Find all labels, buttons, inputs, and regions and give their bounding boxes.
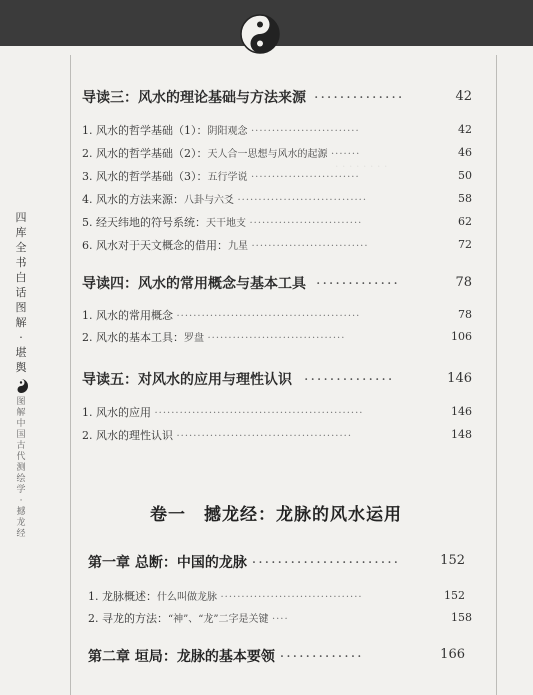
toc-item-sub: 八卦与六爻: [184, 195, 234, 206]
toc-item-sub: 五行学说: [207, 172, 248, 183]
toc-item-sub: 天人合一思想与风水的起源: [207, 149, 328, 160]
toc-item-label: 1. 龙脉概述：: [88, 590, 157, 603]
side-sub-char: 龙: [16, 518, 26, 528]
volume-title[interactable]: 卷一 撼龙经：龙脉的风水运用: [150, 505, 402, 525]
side-char: 四: [15, 211, 27, 224]
toc-item-label: 2. 风水的理性认识: [82, 429, 173, 442]
side-char: 全: [15, 241, 27, 254]
side-sub-char: ·: [19, 496, 23, 506]
side-sub-char: 代: [16, 452, 26, 462]
section-title[interactable]: [82, 273, 400, 293]
toc-item-label: 3. 风水的哲学基础（3）：: [82, 170, 208, 183]
side-sub-char: 经: [16, 529, 26, 539]
toc-item-label: 2. 风水的基本工具：: [82, 331, 184, 344]
toc-item-page: 158: [451, 611, 472, 624]
toc-item-label: 2. 风水的哲学基础（2）：: [82, 147, 208, 160]
section-page: 146: [447, 371, 472, 386]
chapter-title-text: 第二章 垣局：龙脉的基本要领: [88, 649, 275, 665]
toc-item-page: 62: [458, 215, 472, 228]
toc-item-sub: 什么叫做龙脉: [157, 592, 217, 603]
chapter-title-text: 第一章 总断：中国的龙脉: [88, 555, 247, 571]
leader-dots: ·································: [207, 333, 346, 344]
toc-item-label: 2. 寻龙的方法：: [88, 612, 168, 625]
chapter-title[interactable]: [88, 646, 364, 666]
side-char: 图: [15, 301, 27, 314]
side-char: 库: [15, 226, 27, 239]
toc-item-page: 148: [451, 428, 472, 441]
toc-item[interactable]: [82, 168, 360, 184]
toc-item-page: 78: [458, 308, 472, 321]
leader-dots: ····: [271, 614, 289, 625]
section-title[interactable]: [82, 87, 404, 107]
toc-item[interactable]: [82, 329, 345, 345]
toc-item[interactable]: [82, 145, 360, 161]
toc-item-page: 46: [458, 146, 472, 159]
toc-item[interactable]: [82, 191, 367, 207]
toc-item-sub: “神”、“龙”二字是关键: [168, 614, 269, 625]
chapter-title[interactable]: [88, 552, 400, 572]
leader-dots: ·············: [279, 649, 364, 665]
side-char: 堪: [15, 346, 27, 359]
side-sub-char: 学: [16, 485, 26, 495]
toc-item-page: 152: [444, 589, 465, 602]
taiji-icon: [14, 379, 28, 393]
toc-item-page: 72: [458, 238, 472, 251]
side-char: 解: [15, 316, 27, 329]
toc-item[interactable]: [82, 122, 360, 138]
toc-item-page: 42: [458, 123, 472, 136]
side-char: 白: [15, 271, 27, 284]
side-sub-char: 绘: [16, 474, 26, 484]
leader-dots: ··························: [251, 126, 360, 137]
side-sub-char: 测: [16, 463, 26, 473]
leader-dots: ·············: [316, 276, 400, 292]
side-char: ·: [19, 331, 23, 344]
leader-dots: ··························: [251, 172, 360, 183]
toc-item-label: 5. 经天纬地的符号系统：: [82, 216, 206, 229]
leader-dots: ·······························: [237, 195, 368, 206]
toc-item-sub: 罗盘: [184, 333, 204, 344]
toc-item-page: 58: [458, 192, 472, 205]
side-sub-char: 古: [16, 441, 26, 451]
side-sub-char: 国: [16, 430, 26, 440]
bleed-through-text: · · · · · · · ·: [335, 160, 388, 173]
toc-item[interactable]: [88, 610, 289, 626]
leader-dots: ············································: [176, 311, 361, 322]
section-title-text: 导读三：风水的理论基础与方法来源: [82, 90, 306, 106]
toc-item-sub: 天干地支: [206, 218, 246, 229]
side-sub-char: 解: [16, 408, 26, 418]
side-char: 书: [15, 256, 27, 269]
section-title-text: 导读四：风水的常用概念与基本工具: [82, 276, 306, 292]
section-title-text: 导读五：对风水的应用与理性认识: [82, 372, 292, 388]
toc-item[interactable]: [82, 214, 362, 230]
leader-dots: ··············: [304, 372, 395, 388]
leader-dots: ··································: [220, 592, 363, 603]
toc-item[interactable]: [82, 404, 363, 420]
section-page: 78: [455, 275, 472, 290]
leader-dots: ····························: [251, 241, 369, 252]
toc-item[interactable]: [82, 427, 352, 443]
toc-item[interactable]: [88, 588, 363, 604]
leader-dots: ·······················: [251, 555, 401, 571]
leader-dots: ·······: [331, 149, 361, 160]
toc-item[interactable]: [82, 307, 360, 323]
toc-item-label: 4. 风水的方法来源：: [82, 193, 184, 206]
yin-yang-icon: [240, 14, 280, 54]
toc-item-label: 1. 风水的哲学基础（1）：: [82, 124, 208, 137]
side-sub-char: 撼: [16, 507, 26, 517]
toc-item-sub: 阴阳观念: [207, 126, 248, 137]
toc-item-page: 50: [458, 169, 472, 182]
side-sub-char: 图: [16, 397, 26, 407]
toc-item-label: 1. 风水的应用: [82, 406, 151, 419]
leader-dots: ··················································: [154, 408, 364, 419]
leader-dots: ··············: [314, 90, 405, 106]
toc-item-page: 146: [451, 405, 472, 418]
section-page: 42: [455, 89, 472, 104]
side-book-title: [12, 210, 30, 540]
leader-dots: ··········································: [176, 431, 353, 442]
side-char: 话: [15, 286, 27, 299]
toc-item-page: 106: [451, 330, 472, 343]
chapter-page: 166: [440, 647, 465, 662]
chapter-page: 152: [440, 553, 465, 568]
side-char: 舆: [15, 361, 27, 374]
toc-item-label: 1. 风水的常用概念: [82, 309, 173, 322]
section-title[interactable]: [82, 369, 394, 389]
leader-dots: ···························: [249, 218, 363, 229]
toc-item[interactable]: [82, 237, 369, 253]
toc-item-sub: 九星: [228, 241, 248, 252]
side-sub-char: 中: [16, 419, 26, 429]
toc-item-label: 6. 风水对于天文概念的借用：: [82, 239, 228, 252]
